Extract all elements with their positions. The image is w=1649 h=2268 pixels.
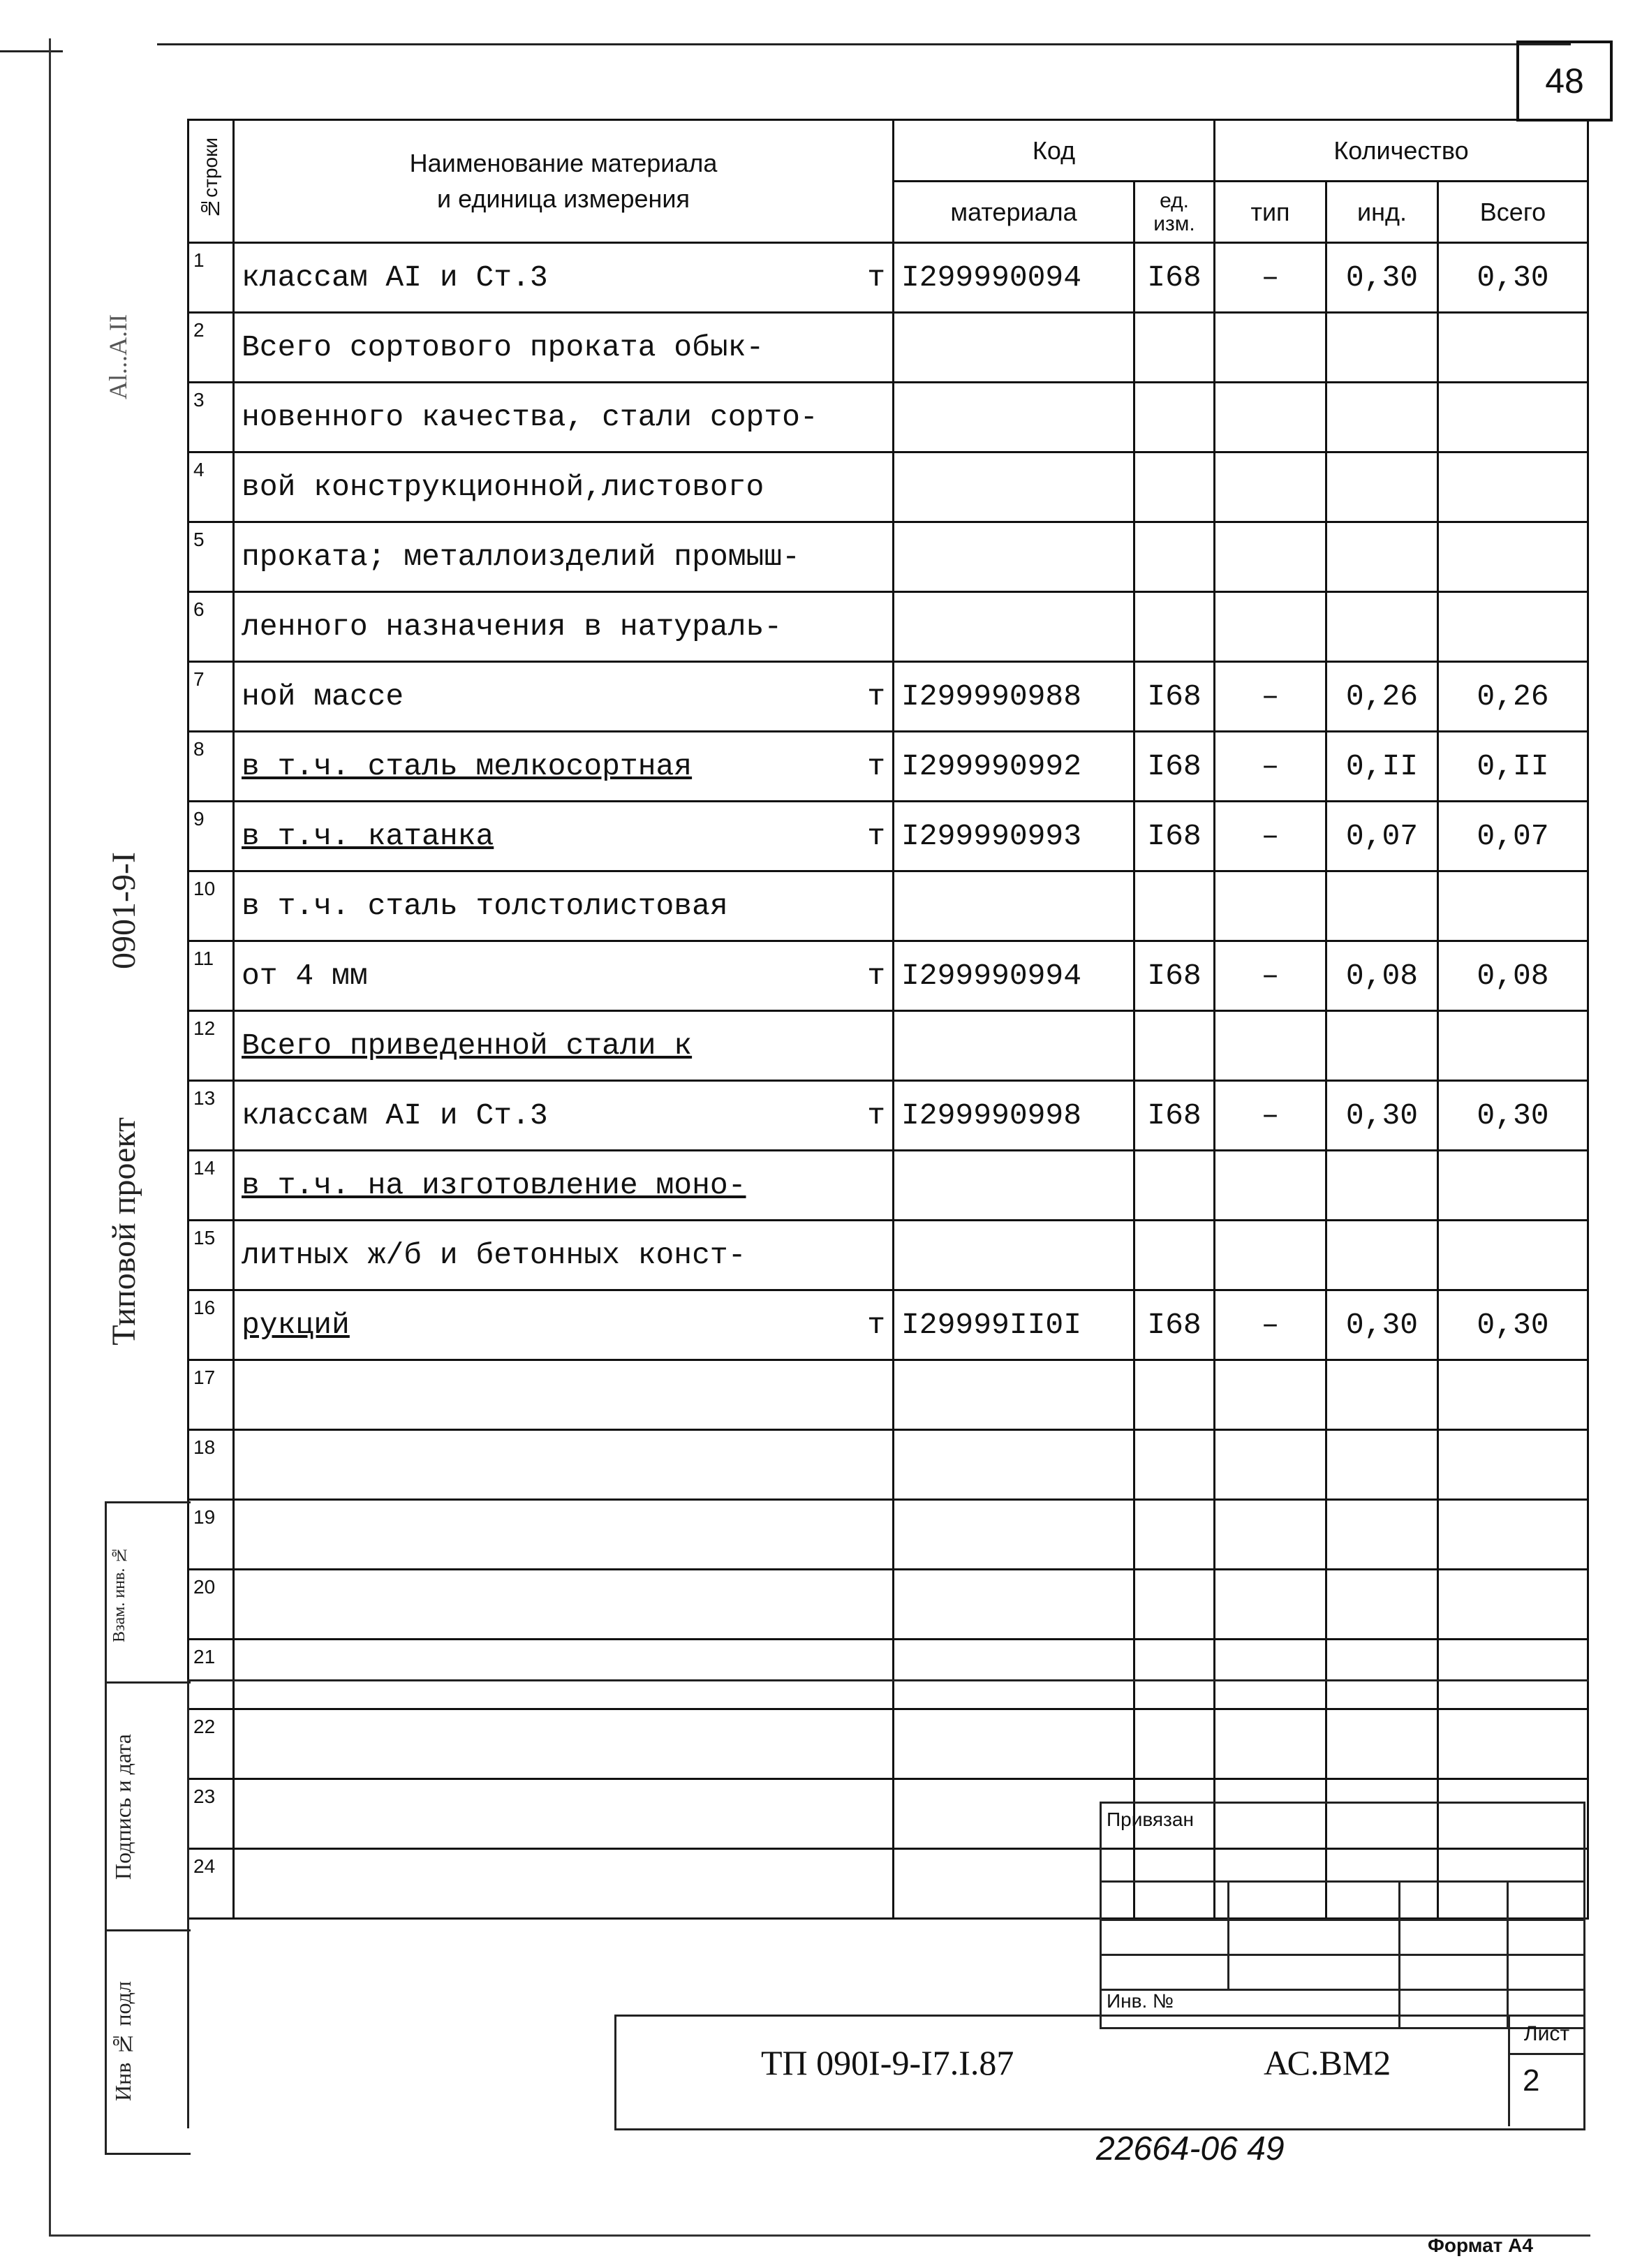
material-name: новенного качества, стали сорто- — [242, 400, 818, 434]
unit-code — [1134, 1430, 1215, 1500]
material-code — [894, 592, 1134, 662]
table-row — [188, 662, 1588, 732]
table-row — [188, 1221, 1588, 1290]
ind-qty: 0,30 — [1326, 243, 1438, 313]
table-row — [188, 732, 1588, 802]
ind-qty — [1326, 1570, 1438, 1640]
material-name-cell — [234, 452, 894, 522]
material-name: ной массе — [242, 679, 404, 714]
type-qty: – — [1215, 1081, 1326, 1151]
type-qty — [1215, 1500, 1326, 1570]
row-number: 13 — [188, 1081, 234, 1151]
material-name-cell — [234, 1011, 894, 1081]
row-number: 20 — [188, 1570, 234, 1640]
total-qty — [1438, 1151, 1588, 1221]
sheet-label: Лист — [1510, 2015, 1583, 2055]
type-qty — [1215, 452, 1326, 522]
material-name-cell — [234, 662, 894, 732]
total-qty — [1438, 313, 1588, 383]
material-code — [894, 1221, 1134, 1290]
ind-qty — [1326, 1151, 1438, 1221]
ind-qty — [1326, 522, 1438, 592]
project-code: ТП 090I-9-I7.I.87 — [761, 2043, 1014, 2082]
row-number: 19 — [188, 1500, 234, 1570]
material-name-cell — [234, 1290, 894, 1360]
ind-qty — [1326, 592, 1438, 662]
total-qty — [1438, 1500, 1588, 1570]
unit-code: I68 — [1134, 662, 1215, 732]
table-row — [188, 802, 1588, 871]
material-name-cell — [234, 1081, 894, 1151]
unit-code — [1134, 592, 1215, 662]
material-name-cell — [234, 383, 894, 452]
total-qty — [1438, 452, 1588, 522]
sign-date-label: Подпись и дата — [110, 1734, 135, 1880]
ind-qty — [1326, 383, 1438, 452]
name-header: Наименование материала и единица измерения — [234, 120, 894, 243]
material-code: I299990993 — [894, 802, 1134, 871]
total-header: Всего — [1438, 182, 1588, 243]
unit-header: ед. изм. — [1134, 182, 1215, 243]
material-name: Всего сортового проката обык- — [242, 330, 764, 364]
unit-code — [1134, 1151, 1215, 1221]
ind-qty: 0,08 — [1326, 941, 1438, 1011]
document-number: 22664-06 49 — [1096, 2130, 1285, 2167]
type-qty: – — [1215, 243, 1326, 313]
table-row — [188, 522, 1588, 592]
table-row — [188, 1081, 1588, 1151]
ind-qty — [1326, 1430, 1438, 1500]
material-name-cell — [234, 522, 894, 592]
row-number: 5 — [188, 522, 234, 592]
unit-code — [1134, 313, 1215, 383]
table-row — [188, 1500, 1588, 1570]
total-qty — [1438, 871, 1588, 941]
row-number: 8 — [188, 732, 234, 802]
row-number: 15 — [188, 1221, 234, 1290]
row-number: 11 — [188, 941, 234, 1011]
row-number: 21 — [188, 1640, 234, 1709]
material-name: в т.ч. сталь толстолистовая — [242, 889, 728, 923]
material-name: в т.ч. катанка — [242, 819, 494, 853]
total-qty: 0,30 — [1438, 1081, 1588, 1151]
type-qty — [1215, 313, 1326, 383]
material-name: вой конструкционной,листового — [242, 470, 764, 504]
material-code — [894, 383, 1134, 452]
unit-code — [1134, 452, 1215, 522]
side-project-label: Типовой проект — [105, 1117, 142, 1346]
material-unit: т — [867, 819, 885, 853]
material-code: I299990988 — [894, 662, 1134, 732]
ind-header: инд. — [1326, 182, 1438, 243]
material-code: I299990998 — [894, 1081, 1134, 1151]
type-qty — [1215, 1221, 1326, 1290]
total-qty — [1438, 1360, 1588, 1430]
table-row — [188, 1430, 1588, 1500]
table-row — [188, 1290, 1588, 1360]
row-number-header: №строки — [188, 120, 234, 243]
material-name: в т.ч. на изготовление моно- — [242, 1168, 746, 1202]
material-name: литных ж/б и бетонных конст- — [242, 1238, 746, 1272]
material-name-cell — [234, 1500, 894, 1570]
ind-qty — [1326, 1500, 1438, 1570]
material-code: I299990094 — [894, 243, 1134, 313]
table-row — [188, 1570, 1588, 1640]
row-number: 18 — [188, 1430, 234, 1500]
title-block — [614, 2015, 1585, 2130]
row-number: 16 — [188, 1290, 234, 1360]
total-qty — [1438, 592, 1588, 662]
top-frame-line — [157, 43, 1571, 45]
material-code — [894, 313, 1134, 383]
sheet-box — [1508, 2015, 1583, 2126]
unit-code — [1134, 1500, 1215, 1570]
material-code — [894, 1011, 1134, 1081]
row-number: 14 — [188, 1151, 234, 1221]
total-qty — [1438, 1221, 1588, 1290]
row-number: 2 — [188, 313, 234, 383]
material-name: классам АI и Ст.3 — [242, 260, 548, 295]
type-qty — [1215, 1570, 1326, 1640]
unit-code: I68 — [1134, 1290, 1215, 1360]
row-number: 12 — [188, 1011, 234, 1081]
type-qty: – — [1215, 1290, 1326, 1360]
row-number: 10 — [188, 871, 234, 941]
total-qty — [1438, 1011, 1588, 1081]
unit-code — [1134, 1570, 1215, 1640]
material-name-cell — [234, 592, 894, 662]
table-row — [188, 871, 1588, 941]
sheet-number: 48 — [1516, 40, 1613, 122]
material-name-cell — [234, 1430, 894, 1500]
ind-qty — [1326, 1221, 1438, 1290]
side-stamp — [105, 1501, 191, 2155]
material-name: Всего приведенной стали к — [242, 1029, 693, 1063]
ind-qty — [1326, 313, 1438, 383]
table-row — [188, 243, 1588, 313]
total-qty — [1438, 1570, 1588, 1640]
ind-qty: 0,07 — [1326, 802, 1438, 871]
ind-qty: 0,30 — [1326, 1081, 1438, 1151]
vzam-label: Взам. инв. № — [110, 1545, 128, 1643]
type-qty — [1215, 1151, 1326, 1221]
material-code: I299990994 — [894, 941, 1134, 1011]
type-qty — [1215, 1430, 1326, 1500]
type-header: тип — [1215, 182, 1326, 243]
row-number: 23 — [188, 1779, 234, 1849]
unit-code — [1134, 522, 1215, 592]
material-unit: т — [867, 959, 885, 993]
quantity-header: Количество — [1215, 120, 1588, 182]
material-name: проката; металлоизделий промыш- — [242, 540, 800, 574]
table-row — [188, 452, 1588, 522]
table-row — [188, 941, 1588, 1011]
material-code — [894, 522, 1134, 592]
material-name: рукций — [242, 1308, 350, 1342]
material-code — [894, 1430, 1134, 1500]
material-unit: т — [867, 1308, 885, 1342]
material-name-cell — [234, 313, 894, 383]
unit-code — [1134, 1221, 1215, 1290]
total-qty: 0,II — [1438, 732, 1588, 802]
type-qty — [1215, 522, 1326, 592]
material-name: ленного назначения в натураль- — [242, 610, 783, 644]
unit-code: I68 — [1134, 802, 1215, 871]
row-number: 9 — [188, 802, 234, 871]
total-qty: 0,26 — [1438, 662, 1588, 732]
unit-code: I68 — [1134, 243, 1215, 313]
row-number: 6 — [188, 592, 234, 662]
total-qty: 0,30 — [1438, 243, 1588, 313]
material-name-cell — [234, 1570, 894, 1640]
ind-qty: 0,26 — [1326, 662, 1438, 732]
material-name-cell — [234, 1221, 894, 1290]
material-code — [894, 1151, 1134, 1221]
type-qty — [1215, 871, 1326, 941]
total-qty — [1438, 383, 1588, 452]
table-row — [188, 383, 1588, 452]
total-qty — [1438, 1430, 1588, 1500]
ind-qty — [1326, 452, 1438, 522]
inv-orig-label: Инв № подл — [110, 1981, 135, 2101]
material-code — [894, 1570, 1134, 1640]
table-row — [188, 1151, 1588, 1221]
side-project-code: 0901-9-I — [105, 852, 142, 969]
ind-qty: 0,II — [1326, 732, 1438, 802]
unit-code — [1134, 383, 1215, 452]
unit-code — [1134, 871, 1215, 941]
row-number: 7 — [188, 662, 234, 732]
total-qty — [1438, 522, 1588, 592]
material-unit: т — [867, 260, 885, 295]
type-qty — [1215, 383, 1326, 452]
material-unit: т — [867, 1098, 885, 1133]
type-qty — [1215, 592, 1326, 662]
type-qty: – — [1215, 662, 1326, 732]
unit-code: I68 — [1134, 1081, 1215, 1151]
type-qty: – — [1215, 941, 1326, 1011]
table-row — [188, 313, 1588, 383]
total-qty: 0,07 — [1438, 802, 1588, 871]
type-qty — [1215, 1360, 1326, 1430]
material-name: классам АI и Ст.3 — [242, 1098, 548, 1133]
table-row — [188, 592, 1588, 662]
material-name-cell — [234, 732, 894, 802]
materials-table — [187, 119, 1589, 1920]
material-code: I299990992 — [894, 732, 1134, 802]
type-qty: – — [1215, 732, 1326, 802]
material-name-cell — [234, 871, 894, 941]
unit-code — [1134, 1011, 1215, 1081]
table-row — [188, 1360, 1588, 1430]
ind-qty: 0,30 — [1326, 1290, 1438, 1360]
material-name-cell — [234, 802, 894, 871]
material-name-cell — [234, 1151, 894, 1221]
format-label: Формат А4 — [1428, 2234, 1533, 2256]
code-header: Код — [894, 120, 1215, 182]
row-number: 4 — [188, 452, 234, 522]
unit-code: I68 — [1134, 941, 1215, 1011]
material-code — [894, 871, 1134, 941]
material-code — [894, 1500, 1134, 1570]
ind-qty — [1326, 1011, 1438, 1081]
total-qty: 0,30 — [1438, 1290, 1588, 1360]
row-number: 3 — [188, 383, 234, 452]
bound-label: Привязан — [1107, 1809, 1194, 1830]
row-number: 1 — [188, 243, 234, 313]
material-unit: т — [867, 749, 885, 783]
type-qty — [1215, 1011, 1326, 1081]
material-code — [894, 1360, 1134, 1430]
ind-qty — [1326, 1360, 1438, 1430]
material-name: в т.ч. сталь мелкосортная — [242, 749, 693, 783]
unit-code — [1134, 1360, 1215, 1430]
unit-code: I68 — [1134, 732, 1215, 802]
side-mark: Al...A.II — [104, 314, 132, 399]
row-number: 17 — [188, 1360, 234, 1430]
row-number: 24 — [188, 1849, 234, 1919]
material-code — [894, 452, 1134, 522]
inv-number-label: Инв. № — [1107, 1990, 1174, 2012]
material-unit: т — [867, 679, 885, 714]
material-code: I29999II0I — [894, 1290, 1134, 1360]
material-name-cell — [234, 243, 894, 313]
material-header: материала — [894, 182, 1134, 243]
ind-qty — [1326, 871, 1438, 941]
table-row — [188, 1011, 1588, 1081]
material-name-cell — [234, 1360, 894, 1430]
section-code: АС.ВМ2 — [1264, 2043, 1391, 2082]
sheet-value: 2 — [1523, 2063, 1540, 2098]
type-qty: – — [1215, 802, 1326, 871]
material-name-cell — [234, 941, 894, 1011]
material-name: от 4 мм — [242, 959, 368, 993]
row-number: 22 — [188, 1709, 234, 1779]
total-qty: 0,08 — [1438, 941, 1588, 1011]
